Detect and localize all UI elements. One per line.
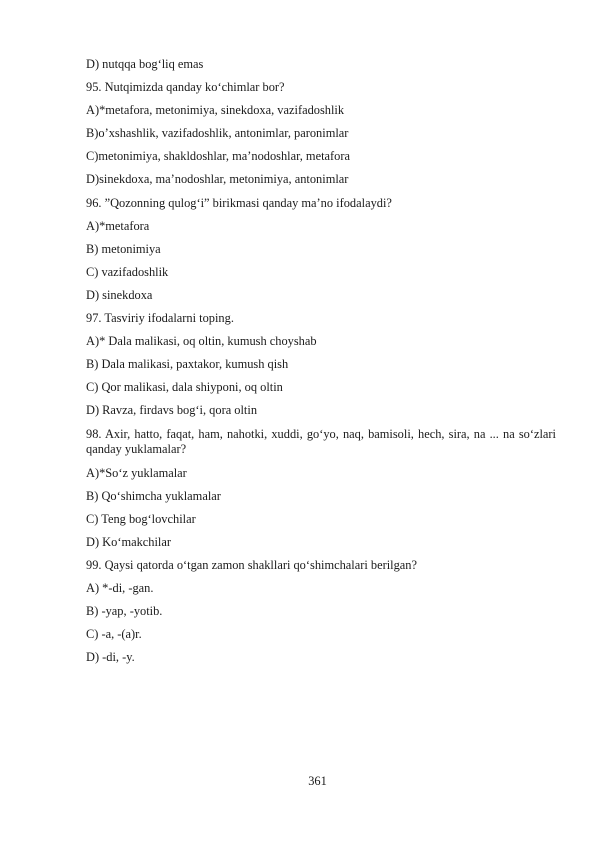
question-95: 95. Nutqimizda qanday ko‘chimlar bor? [86, 80, 285, 95]
question-97: 97. Tasviriy ifodalarni toping. [86, 311, 234, 326]
answer-c-99: C) -a, -(a)r. [86, 627, 142, 642]
answer-c-98: C) Teng bog‘lovchilar [86, 511, 196, 526]
answer-d-99: D) -di, -y. [86, 650, 135, 665]
page-content [86, 57, 556, 673]
answer-c-95: C)metonimiya, shakldoshlar, ma’nodoshlar, metafora [86, 149, 350, 164]
answer-d-98: D) Ko‘makchilar [86, 534, 171, 549]
question-99: 99. Qaysi qatorda o‘tgan zamon shakllari qo‘shimchalari berilgan? [86, 557, 417, 572]
answer-c-96: C) vazifadoshlik [86, 264, 169, 279]
answer-b-97: B) Dala malikasi, paxtakor, kumush qish [86, 357, 289, 372]
answer-a-97: A)* Dala malikasi, oq oltin, kumush choyshab [86, 334, 317, 349]
answer-d-96: D) sinekdoxa [86, 287, 153, 302]
answer-a-99: A) *-di, -gan. [86, 581, 154, 596]
page-number: 361 [308, 774, 327, 788]
answer-b-99: B) -yap, -yotib. [86, 604, 163, 619]
question-98: 98. Axir, hatto, faqat, ham, nahotki, xuddi, go‘yo, naq, bamisoli, hech, sira, na ... na so‘zlari qanday yuklamalar? [86, 426, 556, 456]
answer-b-98: B) Qo‘shimcha yuklamalar [86, 488, 221, 503]
answer-d-95: D)sinekdoxa, ma’nodoshlar, metonimiya, antonimlar [86, 172, 349, 187]
answer-d-97: D) Ravza, firdavs bog‘i, qora oltin [86, 403, 258, 418]
question-96: 96. ”Qozonning qulog‘i” birikmasi qanday ma’no ifodalaydi? [86, 195, 392, 210]
answer-b-96: B) metonimiya [86, 241, 161, 256]
answer-d-94: D) nutqqa bog‘liq emas [86, 57, 204, 71]
answer-a-96: A)*metafora [86, 218, 150, 233]
answer-a-98: A)*So‘z yuklamalar [86, 465, 187, 480]
answer-b-95: B)o’xshashlik, vazifadoshlik, antonimlar, paronimlar [86, 126, 349, 141]
answer-c-97: C) Qor malikasi, dala shiyponi, oq oltin [86, 380, 283, 395]
answer-a-95: A)*metafora, metonimiya, sinekdoxa, vazifadoshlik [86, 103, 345, 118]
